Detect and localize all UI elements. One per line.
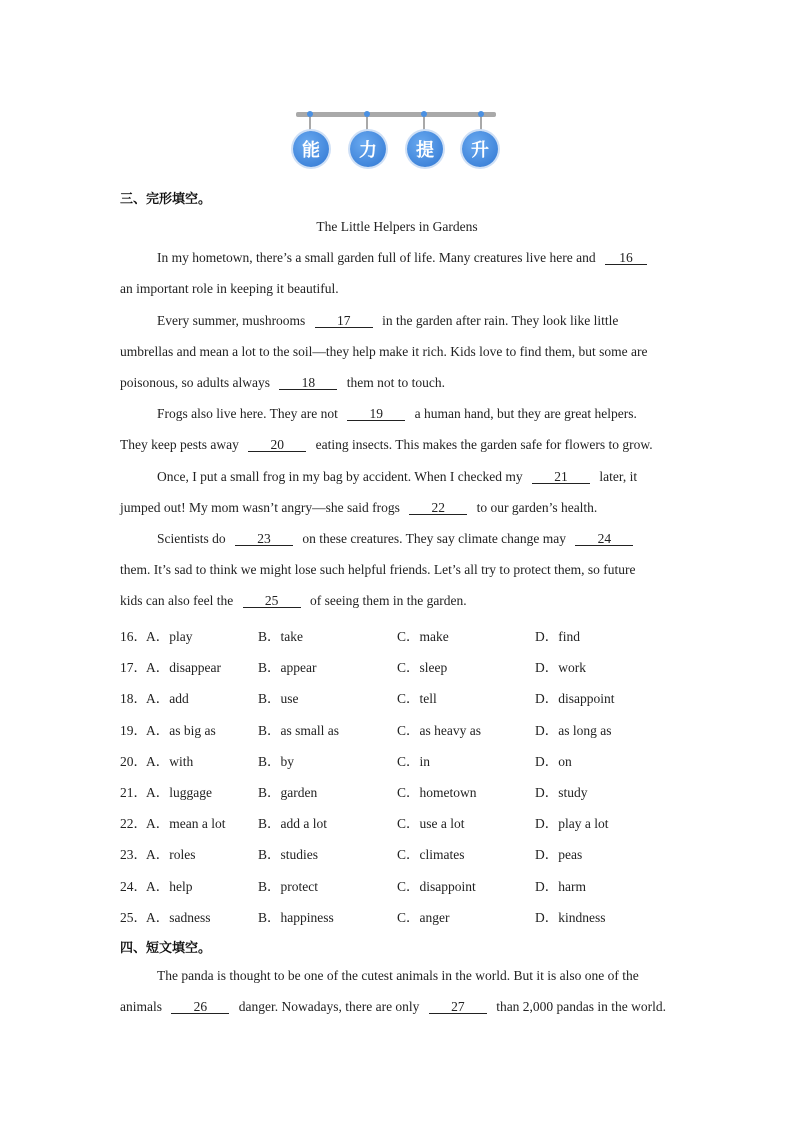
passage-text: danger. Nowadays, there are only [238, 999, 420, 1014]
passage-text: Once, I put a small frog in my bag by accident. When I checked my [157, 469, 523, 484]
section-3-heading: 三、完形填空。 [120, 192, 212, 207]
question-number: 17． [120, 660, 147, 676]
passage-text: jumped out! My mom wasn’t angry—she said frogs [120, 500, 400, 515]
passage-text: them not to touch. [346, 375, 445, 390]
option-a: A．roles [146, 847, 196, 863]
passage-text: to our garden’s health. [476, 500, 598, 515]
option-c: C．tell [397, 691, 437, 707]
question-number: 20． [120, 753, 147, 769]
passage-text: Scientists do [157, 531, 226, 546]
option-d: D．disappoint [535, 691, 615, 707]
passage-line [120, 437, 653, 453]
banner-char: 力 [350, 131, 386, 167]
question-number: 23． [120, 847, 147, 863]
blank-24: 24 [575, 532, 633, 546]
passage-line [120, 593, 467, 609]
blank-27: 27 [429, 1000, 487, 1014]
passage-title: The Little Helpers in Gardens [316, 219, 478, 234]
option-b: B．use [258, 691, 299, 707]
passage-line [157, 469, 637, 485]
option-c: C．anger [397, 909, 450, 925]
blank-16: 16 [605, 251, 647, 265]
option-d: D．as long as [535, 722, 612, 738]
option-b: B．protect [258, 878, 318, 894]
question-number: 21． [120, 784, 147, 800]
passage-text: in the garden after rain. They look like little [382, 313, 619, 328]
option-c: C．make [397, 629, 449, 644]
banner-dot [478, 111, 484, 117]
blank-20: 20 [248, 438, 306, 452]
option-a: A．sadness [146, 909, 211, 925]
passage-text: They keep pests away [120, 437, 239, 452]
option-d: D．on [535, 753, 572, 769]
passage-line [120, 375, 445, 391]
blank-18: 18 [279, 376, 337, 390]
passage-text: animals [120, 999, 162, 1014]
passage-line [157, 313, 618, 329]
option-b: B．add a lot [258, 816, 327, 832]
passage-text: than 2,000 pandas in the world. [496, 999, 667, 1014]
option-a: A．help [146, 878, 193, 894]
passage-line [157, 406, 637, 422]
question-number: 24． [120, 878, 147, 894]
option-a: A．add [146, 691, 189, 707]
section-banner [290, 108, 504, 170]
option-c: C．in [397, 753, 431, 769]
blank-17: 17 [315, 314, 373, 328]
question-number: 18． [120, 691, 147, 707]
passage-line [120, 500, 597, 516]
option-b: B．happiness [258, 909, 334, 925]
blank-19: 19 [347, 407, 405, 421]
passage-text: on these creatures. They say climate change may [302, 531, 567, 546]
passage-text: Every summer, mushrooms [157, 313, 306, 328]
option-c: C．climates [397, 847, 465, 863]
option-d: D．play a lot [535, 816, 609, 832]
banner-char: 升 [462, 131, 498, 167]
passage-line [157, 250, 647, 266]
blank-22: 22 [409, 501, 467, 515]
option-c: C．use a lot [397, 816, 465, 832]
section-4-heading: 四、短文填空。 [120, 941, 212, 956]
question-number: 22． [120, 816, 147, 832]
passage-line [120, 999, 666, 1015]
passage-text: eating insects. This makes the garden safe for flowers to grow. [315, 437, 653, 452]
option-a: A．play [146, 629, 193, 644]
passage-text: In my hometown, there’s a small garden full of life. Many creatures live here and [157, 250, 596, 265]
option-c: C．sleep [397, 660, 448, 676]
option-a: A．disappear [146, 660, 221, 676]
passage-text: of seeing them in the garden. [309, 593, 467, 608]
passage-text: a human hand, but they are great helpers. [414, 406, 637, 421]
question-number: 25． [120, 909, 147, 925]
passage-line: umbrellas and mean a lot to the soil—they help make it rich. Kids love to find them, but some are [120, 344, 648, 359]
banner-char: 提 [407, 131, 443, 167]
option-b: B．as small as [258, 722, 339, 738]
option-d: D．peas [535, 847, 583, 863]
option-c: C．hometown [397, 784, 477, 800]
option-a: A．luggage [146, 784, 212, 800]
option-c: C．disappoint [397, 878, 476, 894]
option-d: D．study [535, 784, 588, 800]
banner-dot [307, 111, 313, 117]
passage-line [157, 531, 633, 547]
passage-text: kids can also feel the [120, 593, 234, 608]
blank-21: 21 [532, 470, 590, 484]
passage-text: poisonous, so adults always [120, 375, 270, 390]
option-d: D．harm [535, 878, 586, 894]
option-a: A．with [146, 753, 194, 769]
option-d: D．work [535, 660, 586, 676]
blank-25: 25 [243, 594, 301, 608]
option-b: B．appear [258, 660, 317, 676]
banner-bar [296, 112, 496, 117]
passage-line: The panda is thought to be one of the cutest animals in the world. But it is also one of the [157, 968, 639, 983]
passage-line: an important role in keeping it beautiful. [120, 281, 339, 296]
option-c: C．as heavy as [397, 722, 481, 738]
question-number: 16． [120, 629, 147, 644]
option-d: D．kindness [535, 909, 606, 925]
option-b: B．take [258, 629, 303, 644]
passage-text: later, it [599, 469, 638, 484]
option-b: B．garden [258, 784, 318, 800]
passage-line: them. It’s sad to think we might lose such helpful friends. Let’s all try to protect them, so future [120, 562, 636, 577]
passage-text: Frogs also live here. They are not [157, 406, 338, 421]
question-number: 19． [120, 722, 147, 738]
blank-23: 23 [235, 532, 293, 546]
option-d: D．find [535, 629, 580, 644]
banner-char: 能 [293, 131, 329, 167]
banner-dot [364, 111, 370, 117]
option-b: B．by [258, 753, 295, 769]
option-b: B．studies [258, 847, 319, 863]
option-a: A．mean a lot [146, 816, 226, 832]
banner-dot [421, 111, 427, 117]
option-a: A．as big as [146, 722, 216, 738]
blank-26: 26 [171, 1000, 229, 1014]
